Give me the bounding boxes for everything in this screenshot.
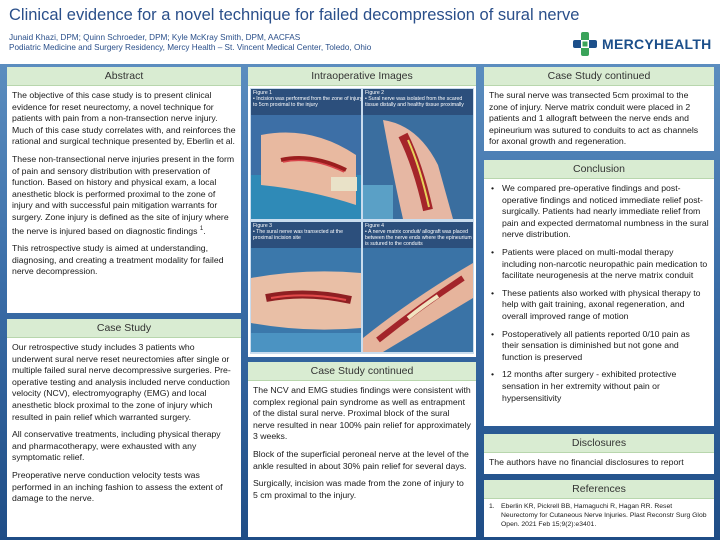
authors-names: Junaid Khazi, DPM; Quinn Schroeder, DPM; Kyle McKray Smith, DPM, AACFAS [9,33,301,42]
case-study-continued-right-body [484,86,714,158]
disclosures-body [484,453,714,473]
case-study-paragraph: Block of the superficial peroneal nerve at the level of the ankle resulted in about 30% pain relief for several days. [253,448,469,471]
citation-marker: 1 [199,225,204,232]
figure-label: Figure 2 [365,90,385,96]
authors-affiliation: Podiatric Medicine and Surgery Residency, Mercy Health – St. Vincent Medical Center, Toledo, Ohio [9,43,372,52]
surgical-photo [363,248,473,352]
disclosures-heading: Disclosures [484,434,714,453]
figure-label: Figure 4 [365,223,385,229]
references-panel [484,480,714,537]
case-study-body [7,338,241,515]
case-study-panel [7,319,241,537]
figure-1 [251,89,361,219]
conclusion-item: • We compared pre-operative findings and post-operative findings and noticed immediate relief post-surgically. Patients had nearly immediate relief from pain and expected dermatomal numbness in the sural nerve distribution. [489,183,709,241]
reference-item [489,502,709,529]
surgical-photo [251,115,361,219]
reference-text: Eberlin KR, Pickrell BB, Hamaguchi R, Hagan RR. Reset Neurectomy for Cutaneous Nerve Injuries. Plast Reconstr Surg Glob Open. 2021 Feb 15;9(2):e3401. [501,503,707,528]
abstract-p2-text: These non-transectional nerve injuries present in the form of pain and sensory distribution with preservation of function. Based on history and physical exam, a local anesthetic block is performed proximal to the zone of injury and with successful pain mitigation warrants for surgery. Zone injury is defined as the site of injury where the nerve is injured based on diagnostic findings [12,153,235,236]
abstract-panel [7,67,241,313]
abstract-p2-end: . [203,225,206,236]
figure-2 [363,89,473,219]
abstract-body [7,86,241,288]
case-study-paragraph: Preoperative nerve conduction velocity tests was performed in an inching fashion to assess the extent of damage to the nerve. [12,469,223,504]
poster-title: Clinical evidence for a novel technique for failed decompression of sural nerve [9,6,580,24]
case-study-continued-body [248,381,476,511]
conclusion-item: • These patients also worked with physical therapy to help with gait training, axonal regeneration, and overall improved range of motion [489,288,709,323]
references-heading: References [484,480,714,499]
figure-label: Figure 1 [253,90,273,96]
poster-header [0,0,720,64]
case-study-paragraph: The sural nerve was transected 5cm proximal to the zone of injury. Nerve matrix conduit were placed in 2 patients and 1 allograft between the nerve ends and epineurium was sutured to conduits to act as channels for axonal growth and regeneration. [489,90,699,147]
figure-grid [250,88,474,354]
conclusion-list [489,183,709,404]
figure-4 [363,222,473,352]
disclosures-text: The authors have no financial disclosures to report [489,457,684,467]
case-study-paragraph: All conservative treatments, including physical therapy and pharmacotherapy, were exhausted with any symptomatic relief. [12,429,221,463]
conclusion-panel [484,160,714,426]
conclusion-item: • Patients were placed on multi-modal therapy including non-narcotic neuropathic pain medication to facilitate neurogenesis at the nerve matrix conduit [489,247,709,282]
reference-number: 1. [489,503,495,510]
abstract-heading: Abstract [7,67,241,86]
case-study-continued-right-panel [484,67,714,151]
abstract-paragraph: The objective of this case study is to present clinical evidence for reset neurectomy, a novel technique for patients with pain from a non-transection nerve injury. Much of this case study correlates with, and reinforces the rational and surgical technique presented by, Eberlin et al. [12,90,236,147]
figure-3 [251,222,361,352]
case-study-paragraph: Our retrospective study includes 3 patients who underwent sural nerve reset neurectomies after single or multiple failed sural nerve decompressive surgeries. Pre-operative testing and analysis included nerve conduction velocity (NCV), electromyography (EMG) and local anesthetic block proximal to the zone of injury which resulted in pain relief which warranted surgery. [12,342,231,422]
references-list [489,502,709,529]
case-study-paragraph: The NCV and EMG studies findings were consistent with complex regional pain syndrome as well as entrapment of the distal sural nerve. Proximal block of the sural nerve resulted in near 100% pain relief for approximately 3 weeks. [253,385,471,442]
conclusion-body [484,179,714,414]
surgical-photo [363,115,473,219]
disclosures-panel [484,434,714,474]
case-study-continued-right-heading: Case Study continued [484,67,714,86]
conclusion-item: • Postoperatively all patients reported 0/10 pain as their sensation is diminished but not gone and function is preserved [489,329,709,364]
intraop-images-panel [248,67,476,357]
surgical-photo [251,248,361,352]
figure-caption: • Incision was performed from the zone of injury to 5cm proximal to the injury [253,96,363,108]
author-block [9,33,371,53]
figure-caption: • Sural nerve was isolated from the scared tissue distally and healthy tissue proximally [365,96,464,108]
conclusion-heading: Conclusion [484,160,714,179]
references-body [484,499,714,533]
case-study-continued-heading: Case Study continued [248,362,476,381]
case-study-continued-panel [248,362,476,537]
figure-caption: • A nerve matrix conduit/ allograft was placed between the nerve ends where the epineurium is sutured to the conduits [365,229,472,247]
mercy-cross-icon [572,31,598,57]
case-study-paragraph: Surgically, incision was made from the zone of injury to 5 cm proximal to the injury. [253,478,464,500]
figure-caption: • The sural nerve was transected at the proximal incision site [253,229,343,241]
logo-wordmark: MERCYHEALTH [602,36,712,52]
abstract-paragraph: This retrospective study is aimed at understanding, diagnosing, and creating a treatment modality for failed nerve decompression. [12,243,224,277]
conclusion-item: • 12 months after surgery - exhibited protective sensation in her extremity without pain or hypersensitivity [489,369,709,404]
figure-label: Figure 3 [253,223,273,229]
abstract-paragraph [12,154,236,237]
intraop-heading: Intraoperative Images [248,67,476,86]
case-study-heading: Case Study [7,319,241,338]
mercy-health-logo [572,30,712,58]
